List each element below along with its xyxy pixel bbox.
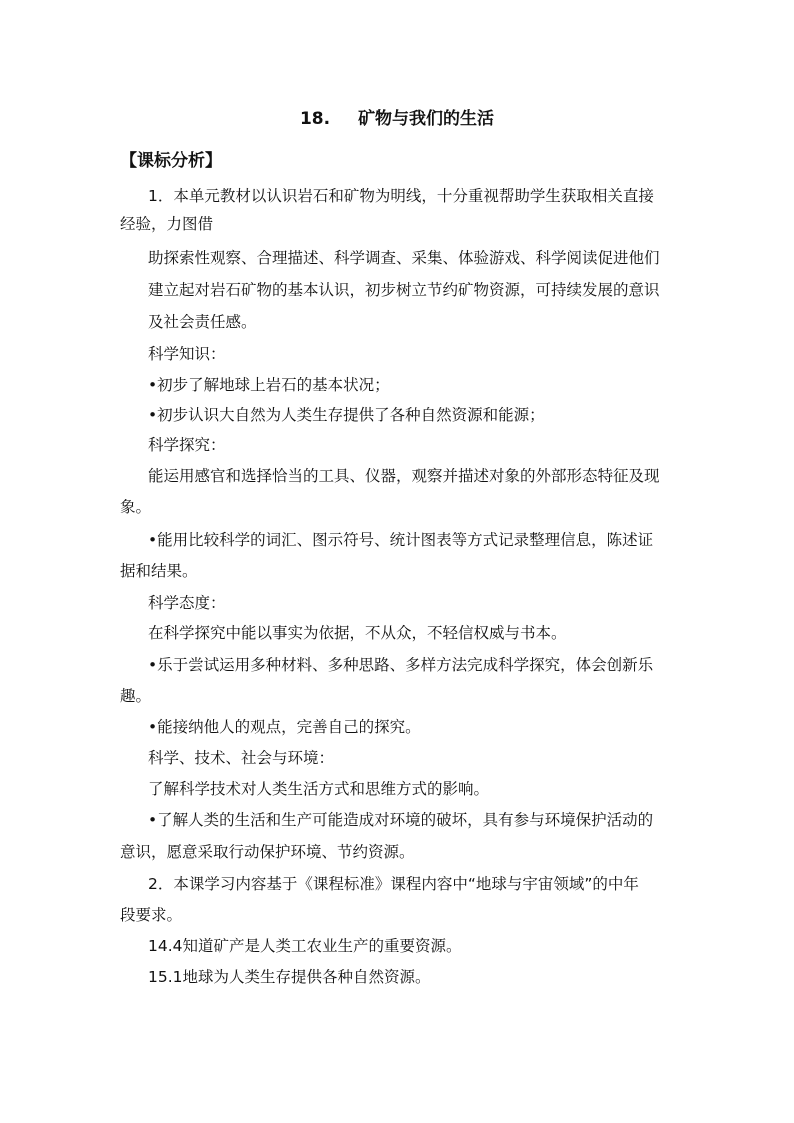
body-line: 助探索性观察、合理描述、科学调查、采集、体验游戏、科学阅读促进他们 bbox=[148, 249, 660, 267]
body-line: 科学、技术、社会与环境： bbox=[148, 749, 335, 767]
body-line: •能用比较科学的词汇、图示符号、统计图表等方式记录整理信息，陈述证 bbox=[148, 531, 654, 549]
body-line: 在科学探究中能以事实为依据，不从众，不轻信权威与书本。 bbox=[148, 624, 567, 642]
body-line: 2．本课学习内容基于《课程标准》课程内容中“地球与宇宙领域”的中年 bbox=[148, 875, 639, 893]
body-line: 能运用感官和选择恰当的工具、仪器，观察并描述对象的外部形态特征及现 bbox=[148, 467, 660, 485]
page-title bbox=[0, 104, 794, 129]
body-line: 15.1地球为人类生存提供各种自然资源。 bbox=[148, 968, 431, 986]
body-line: •乐于尝试运用多种材料、多种思路、多样方法完成科学探究，体会创新乐 bbox=[148, 656, 654, 674]
body-line: 了解科学技术对人类生活方式和思维方式的影响。 bbox=[148, 780, 490, 798]
body-line: 14.4知道矿产是人类工农业生产的重要资源。 bbox=[148, 937, 462, 955]
body-line: •初步了解地球上岩石的基本状况； bbox=[148, 376, 390, 394]
body-line: 科学探究： bbox=[148, 436, 226, 454]
body-line: 经验，力图借 bbox=[120, 215, 214, 233]
body-line: 1．本单元教材以认识岩石和矿物为明线，十分重视帮助学生获取相关直接 bbox=[148, 187, 654, 205]
body-line: 趣。 bbox=[120, 687, 152, 705]
body-line: 科学态度： bbox=[148, 594, 226, 612]
body-line: 段要求。 bbox=[120, 906, 183, 924]
body-line: 象。 bbox=[120, 498, 152, 516]
body-line: 意识，愿意采取行动保护环境、节约资源。 bbox=[120, 843, 415, 861]
body-line: 科学知识： bbox=[148, 345, 226, 363]
section-heading: 【课标分析】 bbox=[120, 151, 222, 171]
title-number: 18. bbox=[299, 109, 331, 129]
title-text: 矿物与我们的生活 bbox=[358, 109, 495, 129]
body-line: 及社会责任感。 bbox=[148, 313, 257, 331]
body-line: •初步认识大自然为人类生存提供了各种自然资源和能源； bbox=[148, 406, 545, 424]
body-line: •能接纳他人的观点，完善自己的探究。 bbox=[148, 718, 421, 736]
body-line: •了解人类的生活和生产可能造成对环境的破坏，具有参与环境保护活动的 bbox=[148, 811, 654, 829]
body-line: 建立起对岩石矿物的基本认识，初步树立节约矿物资源，可持续发展的意识 bbox=[148, 281, 660, 299]
body-line: 据和结果。 bbox=[120, 562, 198, 580]
